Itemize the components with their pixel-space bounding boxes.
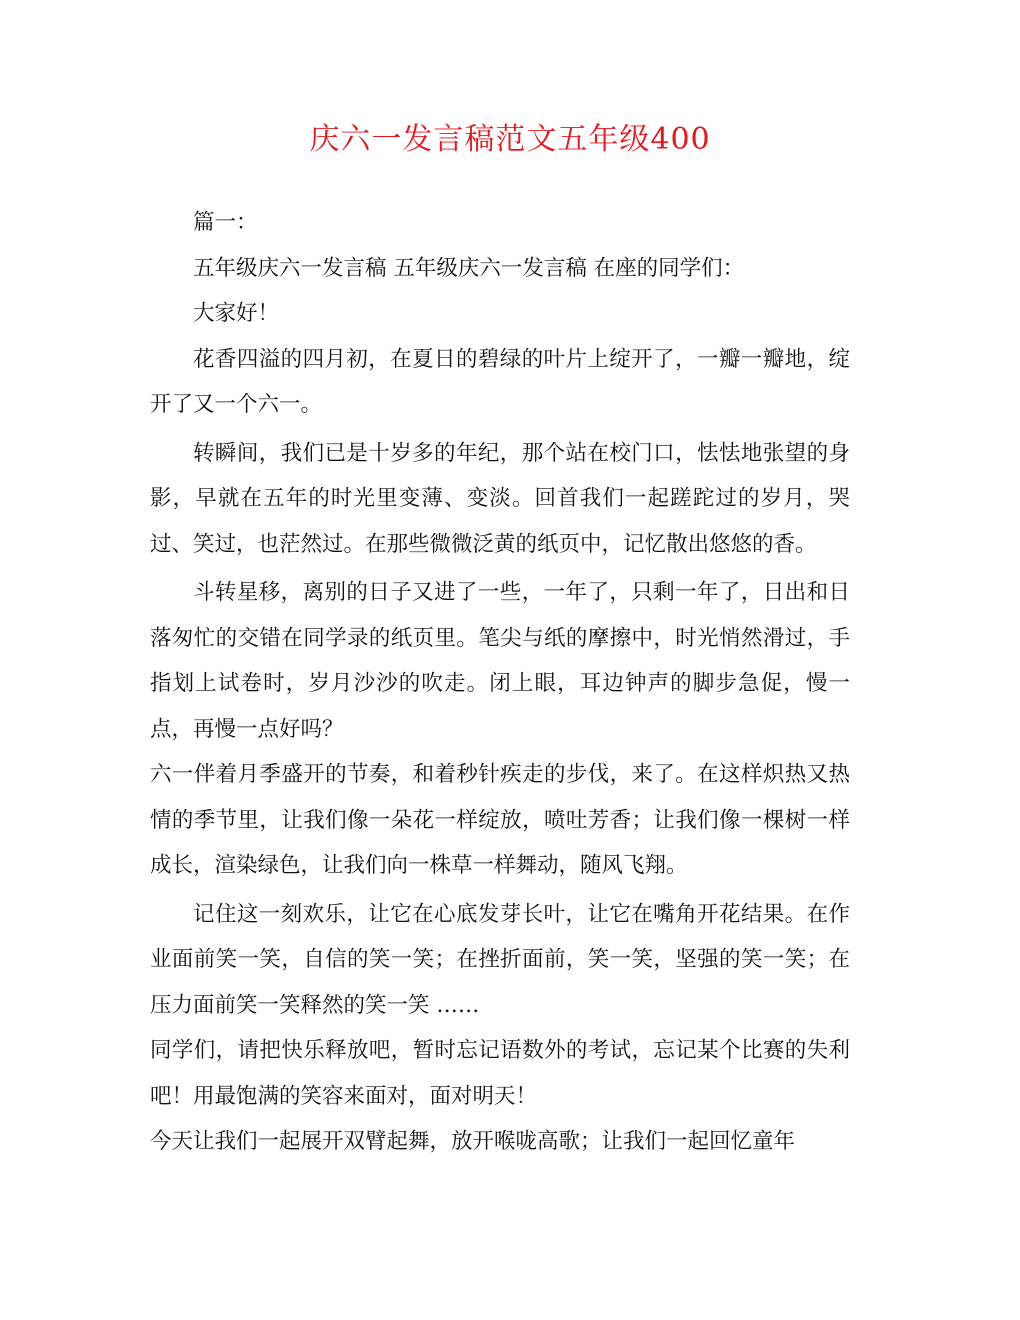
paragraph-body: 六一伴着月季盛开的节奏，和着秒针疾走的步伐，来了。在这样炽热又热情的季节里，让我们像一朵花一样绽放，喷吐芳香；让我们像一棵树一样成长，渲染绿色，让我们向一株草一样舞动，随风飞翔。 xyxy=(150,762,850,878)
paragraph-body: 今天让我们一起展开双臂起舞，放开喉咙高歌；让我们一起回忆童年 xyxy=(150,1129,796,1154)
paragraph-body: 转瞬间，我们已是十岁多的年纪，那个站在校门口，怯怯地张望的身影，早就在五年的时光里变薄、变淡。回首我们一起蹉跎过的岁月，哭过、笑过，也茫然过。在那些微微泛黄的纸页中，记忆散出悠悠的香。 xyxy=(150,440,850,557)
paragraph-body: 同学们，请把快乐释放吧，暂时忘记语数外的考试，忘记某个比赛的失利吧！用最饱满的笑容来面对，面对明天！ xyxy=(150,1038,850,1109)
paragraph-body: 斗转星移，离别的日子又进了一些，一年了，只剩一年了，日出和日落匆忙的交错在同学录的纸页里。笔尖与纸的摩擦中，时光悄然滑过，手指划上试卷时，岁月沙沙的吹走。闭上眼，耳边钟声的脚步急促，慢一点，再慢一点好吗？ xyxy=(150,580,850,742)
document-title: 庆六一发言稿范文五年级400 xyxy=(309,122,711,157)
paragraph-section-label: 篇一： xyxy=(193,210,258,235)
paragraph-body: 记住这一刻欢乐，让它在心底发芽长叶，让它在嘴角开花结果。在作业面前笑一笑，自信的笑一笑；在挫折面前，笑一笑，坚强的笑一笑；在压力面前笑一笑释然的笑一笑 …… xyxy=(150,901,850,1018)
paragraph-body: 花香四溢的四月初，在夏日的碧绿的叶片上绽开了，一瓣一瓣地，绽开了又一个六一。 xyxy=(150,346,850,417)
paragraph-heading-line: 五年级庆六一发言稿 五年级庆六一发言稿 在座的同学们： xyxy=(193,255,745,281)
paragraph-greeting: 大家好！ xyxy=(193,301,280,326)
document-body xyxy=(150,200,850,1165)
